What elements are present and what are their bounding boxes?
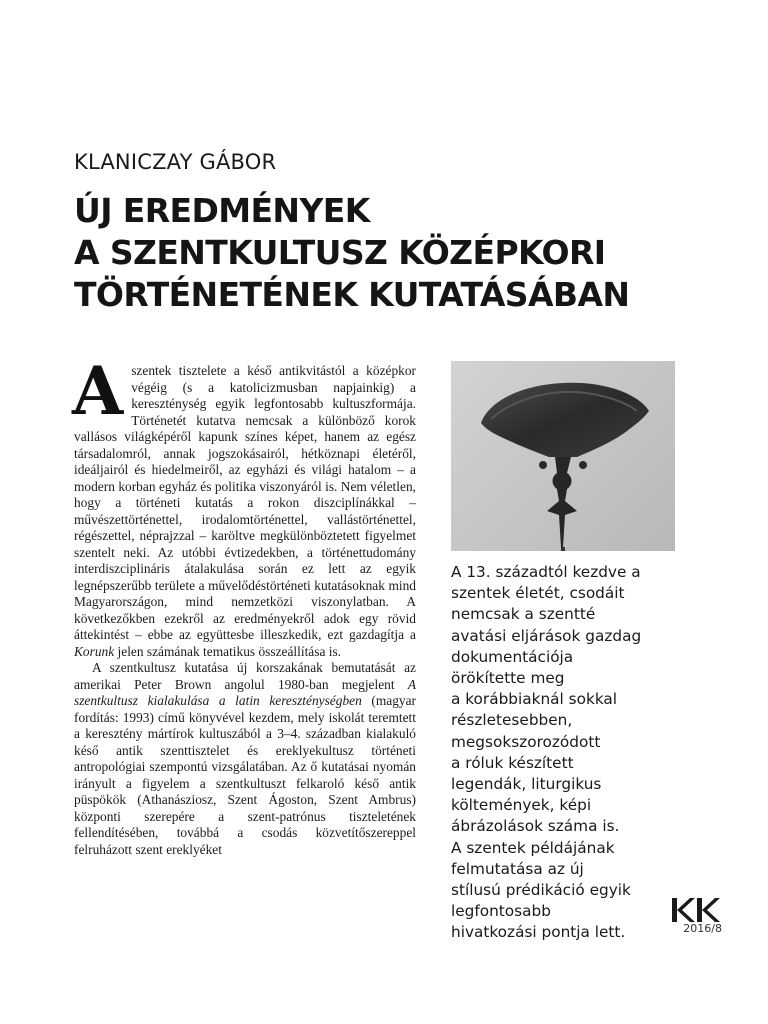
artifact-photo xyxy=(451,361,675,551)
author-name: KLANICZAY GÁBOR xyxy=(74,150,277,174)
title-line-3: TÖRTÉNETÉNEK KUTATÁSÁBAN xyxy=(74,275,630,314)
caption-line: legendák, liturgikus xyxy=(451,775,602,794)
drop-cap: A xyxy=(72,352,124,430)
journal-name: Korunk xyxy=(74,643,115,659)
caption-line: szentek életét, csodáit xyxy=(451,584,625,603)
caption-line: A 13. századtól kezdve a xyxy=(451,563,641,581)
paragraph-2-start: A szentkultusz kutatása új korszakának bemutatását az amerikai Peter Brown angolul 1980-ban megjelent xyxy=(74,660,416,692)
issue-number: 2016/8 xyxy=(683,922,722,935)
caption-line: örökítette meg xyxy=(451,669,565,688)
caption-line: költemények, képi xyxy=(451,796,592,815)
article-title xyxy=(74,190,694,316)
caption-line: legfontosabb xyxy=(451,902,551,921)
caption-line: stílusú prédikáció egyik xyxy=(451,881,631,900)
caption-line: ábrázolások száma is. xyxy=(451,817,620,836)
paragraph-1 xyxy=(72,352,416,660)
title-line-1: ÚJ EREDMÉNYEK xyxy=(74,191,370,230)
caption-line: megsokszorozódott xyxy=(451,732,601,751)
title-line-2: A SZENTKULTUSZ KÖZÉPKORI xyxy=(74,233,606,272)
caption-line: a róluk készített xyxy=(451,753,574,772)
caption-line: részletesebben, xyxy=(451,711,573,730)
photo-caption xyxy=(451,562,671,944)
caption-line: hivatkozási pontja lett. xyxy=(451,923,626,942)
paragraph-2-end: (magyar fordítás: 1993) című könyvével kezdem, mely iskolát teremtett a keresztény mártírok kultuszából a 3–4. században kialakuló késő antik szenttisztelet és ereklyekultusz történeti antropológiai szempontú vizsgálatában. Az ő kutatásai nyomán irányult a figyelem a szentkultuszt felkaroló késő antik püspökök (Athanásziosz, Szent Ágoston, Szent Ambrus) központi szerepére a szent-patrónus tiszteletének fellendítésében, továbbá a csodás közvetítőszereppel felruházott szent ereklyéket xyxy=(74,693,416,857)
paragraph-2 xyxy=(74,660,416,858)
caption-line: felmutatása az új xyxy=(451,859,584,878)
caption-line: nemcsak a szentté xyxy=(451,605,596,624)
caption-line: A szentek példájának xyxy=(451,838,615,857)
paragraph-1-end: jelen számának tematikus összeállítása is. xyxy=(114,643,342,659)
book-title: A szentkultusz kialakulása a latin kereszténységben xyxy=(74,676,416,708)
caption-line: dokumentációja xyxy=(451,647,574,666)
article-body xyxy=(72,352,416,858)
korunk-logo-icon xyxy=(670,896,722,924)
caption-line: a korábbiaknál sokkal xyxy=(451,690,618,709)
liturgical-fan-icon xyxy=(451,361,675,551)
caption-line: avatási eljárások gazdag xyxy=(451,626,642,645)
paragraph-1-text: szentek tisztelete a késő antikvitástól a középkor végéig (s a katolicizmusban napjainkig) a kereszténység egyik legfontosabb kultuszformája. Történetét kutatva nemcsak a különböző korok vallásos világképéről kapunk színes képet, hanem az egész társadalomról, annak jogszokásairól, hétköznapi életéről, ideáljairól és hiedelmeiről, az egyházi és világi hatalom – a modern korban egyház és politika viszonyáról is. Nem véletlen, hogy a történeti kutatás a rokon diszciplínákkal – művészettörténettel, irodalomtörténettel, vallástörténettel, régészettel, néprajzzal – karöltve megkülönböztetett figyelmet szentelt neki. Az utóbbi évtizedekben, a történettudomány interdiszciplináris átalakulása során ez lett az egyik legnépszerűbb területe a művelődéstörténeti kutatásoknak mind Magyarországon, mind nemzetközi viszonylatban. A következőkben ezekről az eredményekről adok egy rövid áttekintést – ebbe az együttesbe illeszkedik, ezt gazdagítja a xyxy=(74,363,416,642)
